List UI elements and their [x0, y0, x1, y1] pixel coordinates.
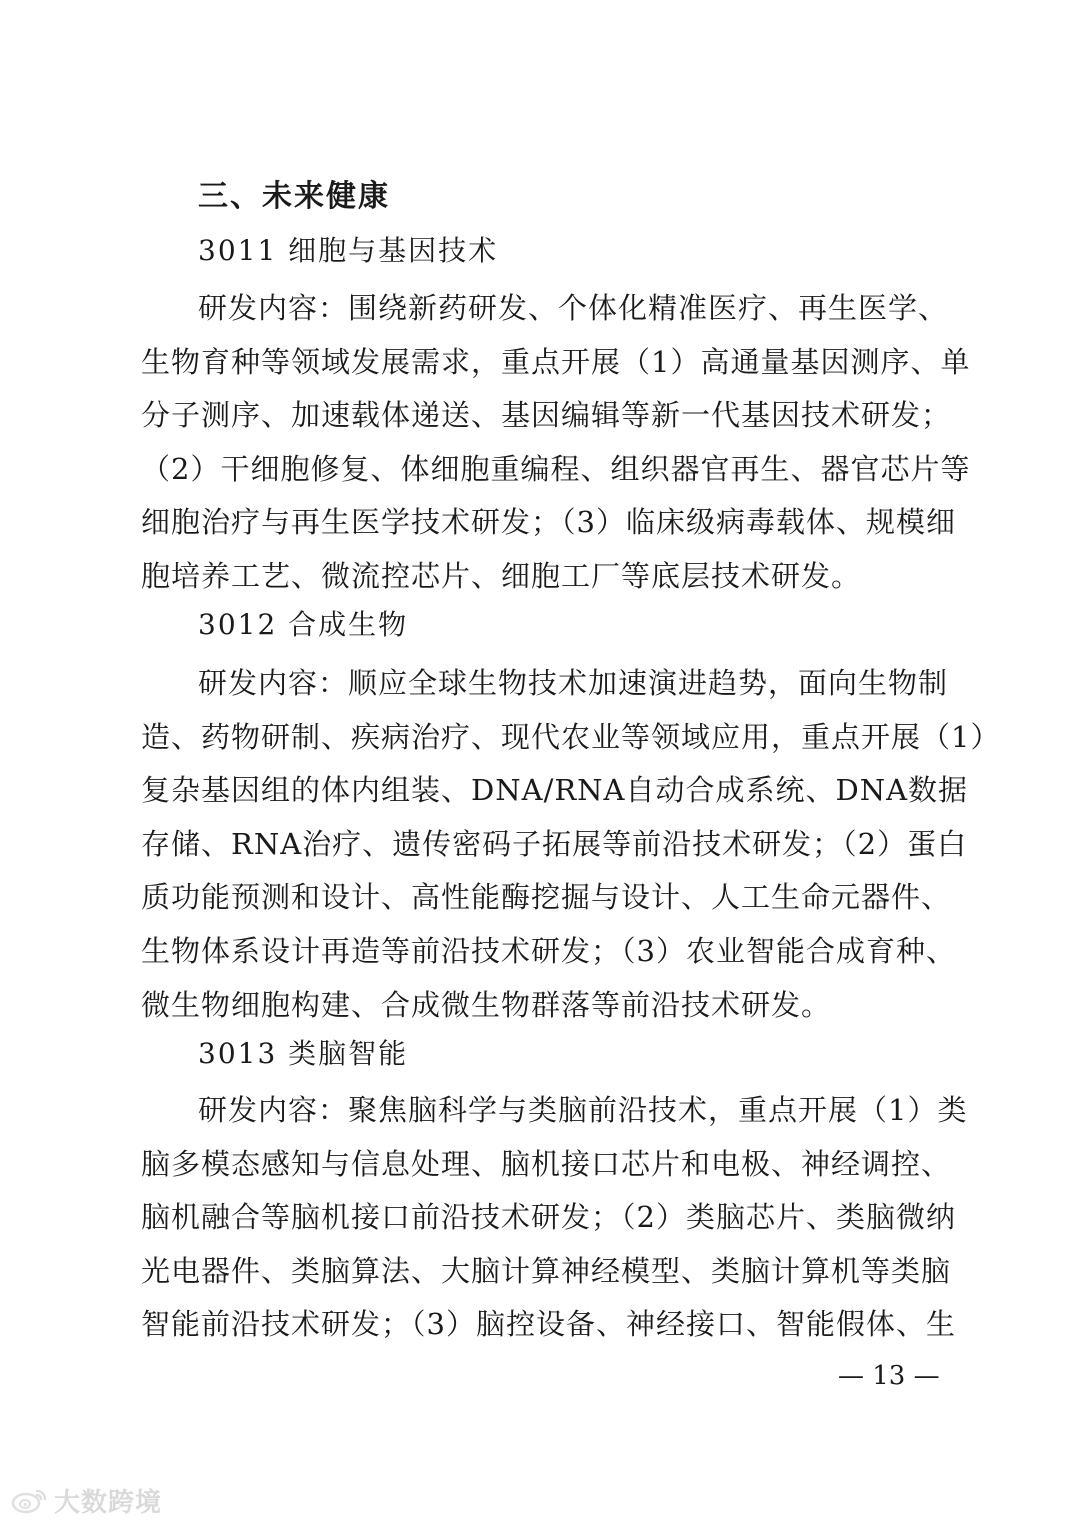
watermark-text: 大数跨境 [54, 1487, 163, 1518]
weibo-logo-icon [10, 1486, 50, 1514]
paragraph-line: 微生物细胞构建、合成微生物群落等前沿技术研发。 [141, 987, 832, 1022]
paragraph-line: 研发内容：聚焦脑科学与类脑前沿技术，重点开展（1）类 [198, 1093, 968, 1127]
paragraph-line: 胞培养工艺、微流控芯片、细胞工厂等底层技术研发。 [141, 558, 862, 593]
paragraph-line: 研发内容：顺应全球生物技术加速演进趋势，面向生物制 [198, 666, 949, 700]
paragraph-line: 光电器件、类脑算法、大脑计算神经模型、类脑计算机等类脑 [141, 1253, 952, 1288]
paragraph-3012 [141, 657, 1001, 1032]
paragraph-line: 造、药物研制、疾病治疗、现代农业等领域应用，重点开展（1） [141, 719, 1001, 754]
paragraph-line: （2）干细胞修复、体细胞重编程、组织器官再生、器官芯片等 [141, 451, 971, 486]
page-number: — 13 — [838, 1361, 940, 1391]
section-heading: 三、未来健康 [198, 179, 390, 214]
paragraph-line: 脑多模态感知与信息处理、脑机接口芯片和电极、神经调控、 [141, 1146, 952, 1181]
paragraph-line: 细胞治疗与再生医学技术研发；（3）临床级病毒载体、规模细 [141, 505, 956, 540]
paragraph-line: 分子测序、加速载体递送、基因编辑等新一代基因技术研发； [141, 398, 952, 433]
paragraph-line: 质功能预测和设计、高性能酶挖掘与设计、人工生命元器件、 [141, 880, 952, 915]
paragraph-line: 脑机融合等脑机接口前沿技术研发；（2）类脑芯片、类脑微纳 [141, 1200, 956, 1235]
paragraph-line: 存储、RNA治疗、遗传密码子拓展等前沿技术研发；（2）蛋白 [141, 826, 968, 861]
paragraph-line: 生物体系设计再造等前沿技术研发；（3）农业智能合成育种、 [141, 933, 956, 968]
paragraph-line: 研发内容：围绕新药研发、个体化精准医疗、再生医学、 [198, 291, 949, 325]
paragraph-line: 智能前沿技术研发；（3）脑控设备、神经接口、智能假体、生 [141, 1307, 956, 1342]
paragraph-3011 [141, 282, 971, 604]
paragraph-3013 [141, 1084, 968, 1352]
watermark [10, 1484, 162, 1516]
subsection-title-3011: 3011 细胞与基因技术 [198, 234, 499, 267]
paragraph-line: 生物育种等领域发展需求，重点开展（1）高通量基因测序、单 [141, 344, 971, 379]
subsection-title-3012: 3012 合成生物 [198, 608, 409, 641]
paragraph-line: 复杂基因组的体内组装、DNA/RNA自动合成系统、DNA数据 [141, 773, 969, 808]
subsection-title-3013: 3013 类脑智能 [198, 1037, 409, 1070]
